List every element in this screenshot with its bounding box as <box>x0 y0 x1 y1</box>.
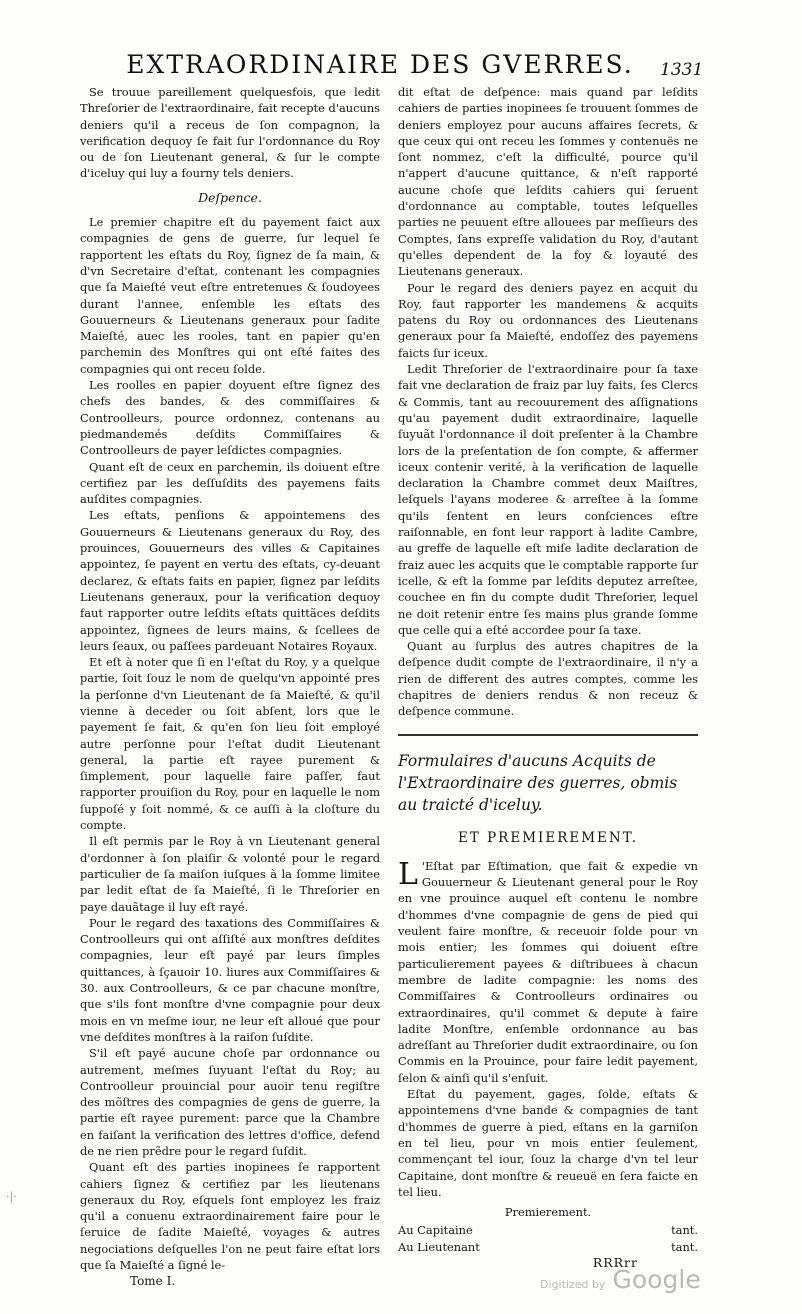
running-head-title: EXTRAORDINAIRE DES GVERRES. <box>126 50 634 79</box>
formulaires-heading: Formulaires d'aucuns Acquits de l'Extraordinaire des guerres, obmis au traicté d'iceluy. <box>398 751 678 814</box>
paragraph-estat-estimation <box>398 858 698 1086</box>
estat-estimation-text: 'Eſtat par Eſtimation, que fait & expedie vn Gouuerneur & Lieutenant general pour le Roy en vne prouince auquel eſt contenu le nombre d'hommes d'vne compagnie de gens de pied qui veulent faire monſtre, & receuoir ſolde pour vn mois entier; les ſommes qui doiuent eſtre particulierement payees & diſtribuees à chacun membre de ladite compagnie: les noms des Commiſſaires & Controolleurs ordinaires ou extraordinaires, qu'il commet & depute à faire ladite Monſtre, enſemble ordonnance au bas adreſſant au Threſorier dudit extraordinaire, ou ſon Commis en la Prouince, pour faire ledit payement, ſelon & ainſi qu'il s'enſuit. <box>398 858 698 1085</box>
paragraph-ordonnance: S'il eſt payé aucune choſe par ordonnance ou autrement, meſmes ſuyuant l'eſtat du Roy; au Controolleur prouincial pour auoir tenu regiſtre des mõſtres des compagnies de gens de guerre, la partie eſt rayee purement: parce que la Chambre en faiſant la verification des lettres d'office, defend de ne rien prẽdre pour le regard ſuſdit. <box>80 1046 380 1158</box>
paragraph-taxations: Pour le regard des taxations des Commiſſaires & Controolleurs qui ont aſſiſté aux monſtres deſdites compagnies, leur eſt payé par leurs ſimples quittances, à ſçauoir 10. liures aux Commiſſaires & 30. aux Controolleurs, & ce par chacune monſtre, que s'ils font monſtre d'vne compagnie pour deux mois en vn meſme iour, ne leur eſt alloué que pour vne deſdites monſtres à la raiſon ſuſdite. <box>80 915 380 1044</box>
et-premierement-heading: ET PREMIEREMENT. <box>457 829 639 846</box>
drop-cap-letter: L <box>398 856 418 892</box>
payment-row-value: tant. <box>671 1223 698 1238</box>
paragraph-a-noter: Et eſt à noter que ſi en l'eſtat du Roy, y a quelque partie, ſoit ſouz le nom de quelqu'vn appointé pres la perſonne d'vn Lieutenant de ſa Maieſté, & qu'il vienne à deceder ou ſoit abſent, lors que le payement ſe fait, & qu'en ſon lieu ſoit employé autre perſonne pour l'eſtat dudit Lieutenant general, la partie eſt rayee purement & ſimplement, pour laquelle faire paſſer, faut rapporter prouiſion du Roy, pour en laquelle le nom ſuppoſé y ſoit nommé, & ce auſſi à la cloſture du compte. <box>80 655 380 833</box>
margin-mark: ·|· <box>6 1190 17 1203</box>
watermark-prefix: Digitized by <box>540 1278 606 1291</box>
google-watermark <box>540 1265 701 1294</box>
page-number: 1331 <box>660 60 704 80</box>
paragraph-permis: Il eſt permis par le Roy à vn Lieutenant general d'ordonner à ſon plaiſir & volonté pour le regard particulier de ſa maiſon iuſques à la ſomme limitee par ledit eſtat de ſa Maieſté, ſi le Threſorier en paye dauãtage il luy eſt rayé. <box>80 834 380 914</box>
paragraph-deniers-payez: Pour le regard des deniers payez en acquit du Roy, faut rapporter les mandemens & acquits patens du Roy ou ordonnances des Lieutenans generaux pour ſa Maieſté, endoſſez des payemens faicts ſur iceux. <box>398 280 698 360</box>
intro-paragraph: Se trouue pareillement quelquesfois, que ledit Threſorier de l'extraordinaire, fait recepte d'aucuns deniers qu'il a receus de ſon compagnon, la verification dequoy ſe fait ſur l'ordonnance du Roy ou de ſon Lieutenant general, & ſur le compte d'iceluy qui luy a fourny tels deniers. <box>80 85 380 181</box>
paragraph-estats-pensions: Les eſtats, penſions & appointemens des Gouuerneurs & Lieutenans generaux du Roy, des prouinces, Gouuerneurs des villes & Capitaines appointez, ſe payent en vertu des eſtats, cy-deuant declarez, & eſtats faits en papier, ſignez par leſdits Lieutenans generaux, pour la verification dequoy faut rapporter outre leſdits eſtats quittãces deſdits appointez, ſignees de leurs mains, & ſcellees de leurs ſeaux, ou paſſees pardeuant Notaires Royaux. <box>80 508 380 653</box>
payment-row-label: Au Capitaine <box>398 1223 473 1238</box>
payment-row-label: Au Lieutenant <box>398 1239 480 1254</box>
payment-row-value: tant. <box>671 1239 698 1254</box>
left-column <box>80 84 380 1290</box>
paragraph-continuation: dit eſtat de deſpence: mais quand par leſdits cahiers de parties inopinees ſe trouuent ſommes de deniers employez pour aucuns affaires ſecrets, & que ceux qui ont receu les ſommes y contenuës ne ſont nommez, c'eſt la difficulté, pource qu'il n'appert d'aucune quittance, & n'eſt rapporté aucune choſe que leſdits cahiers qui ſeruent d'ordonnance au comptable, toutes leſquelles parties ne peuuent eſtre allouees par meſſieurs des Comptes, ſans expreſſe validation du Roy, d'autant qu'elles dependent de la foy & loyauté des Lieutenans generaux. <box>398 85 698 279</box>
gathering-signature: RRRrr <box>592 1255 638 1270</box>
paragraph-parchemin: Quant eſt de ceux en parchemin, ils doiuent eſtre certifiez par les deſſuſdits des payemens faits auſdites compagnies. <box>80 459 380 507</box>
section-divider <box>398 734 698 736</box>
google-logo: Google <box>612 1265 701 1294</box>
paragraph-threſorier-taxe: Ledit Threſorier de l'extraordinaire pour ſa taxe fait vne declaration de fraiz par luy faits, ſes Clercs & Commis, tant au recouurement des aſſignations qu'au payement dudit extraordinaire, laquelle ſuyuãt l'ordonnance il doit preſenter à la Chambre lors de la preſentation de ſon compte, & affermer iceux contenir verité, à la verification de laquelle declaration la Chambre commet deux Maiſtres, leſquels l'ayans moderee & arreſtee à la ſomme qu'ils ſentent en leurs conſciences eſtre raiſonnable, en font leur rapport à ladite Cambre, au greffe de laquelle eſt miſe ladite declaration de fraiz auec les acquits que le comptable rapporte ſur icelle, & eſt la ſomme par leſdits deputez arreſtee, couchee en fin du compte dudit Threſorier, lequel ne doit retenir entre ſes mains plus grande ſomme que celle qui a eſté accordee pour ſa taxe. <box>398 362 698 637</box>
section-heading-despence: Deſpence. <box>198 189 262 205</box>
paragraph-estat-payement: Eſtat du payement, gages, ſolde, eſtats & appointemens d'vne bande & compagnies de tant d'hommes de guerre à pied, eſtans en la garniſon en tel lieu, pour vn mois entier ſeulement, commençant tel iour, ſouz la charge d'vn tel leur Capitaine, dont monſtre & reueuë en ſera faicte en tel lieu. <box>398 1087 698 1199</box>
paragraph-roolles: Les roolles en papier doyuent eſtre ſignez des chefs des bandes, & des commiſſaires & Controolleurs, pource ordonnez, contenans au piedmandemés deſdits Commiſſaires & Controolleurs de payer leſdictes compagnies. <box>80 378 380 458</box>
premierement-subheading: Premierement. <box>504 1205 592 1220</box>
paragraph-premier-chapitre: Le premier chapitre eſt du payement faict aux compagnies de gens de guerre, ſur lequel ſe rapportent les eſtats du Roy, ſignez de ſa main, & d'vn Secretaire d'eſtat, contenant les compagnies que ſa Maieſté veut eſtre entretenues & ſoudoyees durant l'annee, enſemble les eſtats des Gouuerneurs & Lieutenans generaux pour ſadite Maieſté, auec les rooles, tant en papier qu'en parchemin des Monſtres qui ont eſté faites des compagnies qui ont receu ſolde. <box>80 215 380 376</box>
payment-row <box>398 1222 698 1238</box>
payment-row <box>398 1239 698 1255</box>
right-column <box>398 84 698 1271</box>
paragraph-surplus: Quant au ſurplus des autres chapitres de la deſpence dudit compte de l'extraordinaire, il n'y a rien de different des autres comptes, comme les chapitres de deniers rendus & non receuz & deſpence commune. <box>398 639 698 719</box>
paragraph-parties-inopinees: Quant eſt des parties inopinees ſe rapportent cahiers ſignez & certifiez par les lieutenans generaux du Roy, eſquels ſont employez les fraiz qu'il a conuenu extraordinairement faire pour le ſeruice de ſadite Maieſté, voyages & autres negociations deſquelles l'on ne peut faire eſtat lors que ſa Maieſté a ſigné le- <box>80 1160 380 1273</box>
tome-signature: Tome I. <box>130 1274 176 1289</box>
